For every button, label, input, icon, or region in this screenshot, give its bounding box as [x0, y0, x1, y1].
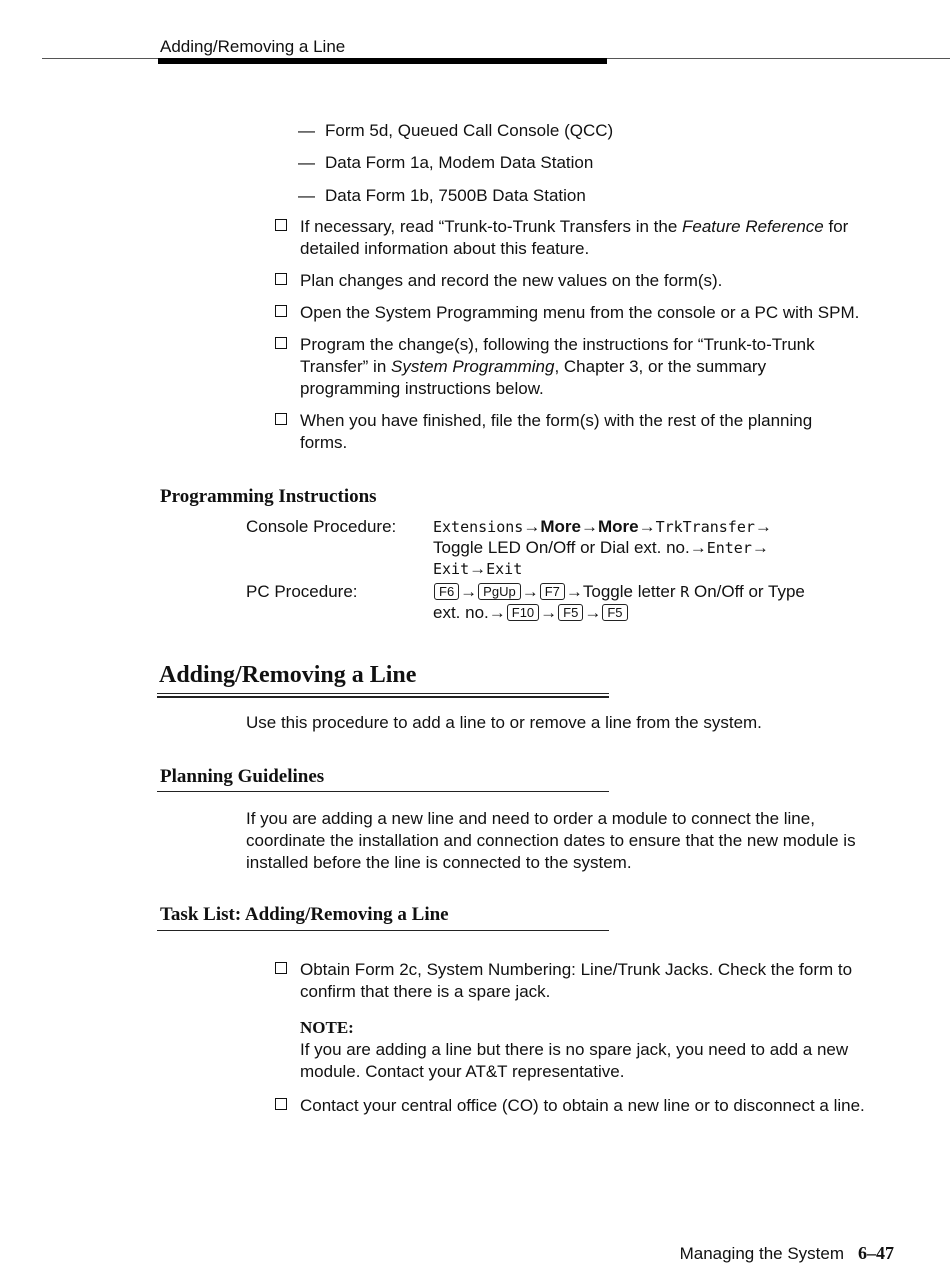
page-number: 6–47	[858, 1243, 894, 1263]
checklist-item: Plan changes and record the new values on the form(s).	[275, 270, 900, 292]
checkbox-icon	[275, 337, 287, 349]
key-f5: F5	[558, 604, 583, 621]
running-head: Adding/Removing a Line	[160, 37, 346, 56]
task-item: Contact your central office (CO) to obtain a new line or to disconnect a line.	[275, 1095, 900, 1117]
checklist-item: When you have finished, file the form(s) with the rest of the planning forms.	[275, 410, 900, 454]
checklist-item: If necessary, read “Trunk-to-Trunk Transfers in the Feature Reference for detailed information about this feature.	[275, 216, 900, 260]
key-f6: F6	[434, 583, 459, 600]
checkbox-icon	[275, 219, 287, 231]
checkbox-icon	[275, 962, 287, 974]
pc-procedure: F6 → PgUp → F7 →Toggle letter R On/Off or Type ext. no.→ F10 → F5 → F5	[433, 582, 805, 622]
checkbox-icon	[275, 273, 287, 285]
section-title: Adding/Removing a Line	[159, 662, 417, 688]
tasklist-heading: Task List: Adding/Removing a Line	[160, 904, 449, 925]
header-rule-bar	[158, 58, 607, 64]
note-text: If you are adding a line but there is no spare jack, you need to add a new module. Contact your AT&T representative.	[300, 1040, 849, 1081]
dash-list-item: — Form 5d, Queued Call Console (QCC)	[298, 121, 614, 140]
console-procedure-label: Console Procedure:	[246, 517, 397, 536]
key-f10: F10	[507, 604, 539, 621]
checklist-item: Program the change(s), following the instructions for “Trunk-to-Trunk Transfer” in System Programming, Chapter 3, or the summary programming instructions below.	[275, 334, 900, 400]
section-intro: Use this procedure to add a line to or remove a line from the system.	[246, 713, 762, 732]
checklist-item: Open the System Programming menu from the console or a PC with SPM.	[275, 302, 900, 324]
footer-chapter: Managing the System	[679, 1244, 844, 1263]
planning-rule	[157, 791, 609, 792]
programming-heading: Programming Instructions	[160, 486, 377, 507]
key-pgup: PgUp	[478, 583, 521, 600]
section-rule	[157, 696, 609, 698]
dash-list-item: — Data Form 1a, Modem Data Station	[298, 153, 594, 172]
checkbox-icon	[275, 1098, 287, 1110]
page-footer	[680, 1242, 894, 1265]
section-rule	[157, 693, 609, 694]
console-procedure: Extensions→More→More→TrkTransfer→ Toggle LED On/Off or Dial ext. no.→Enter→ Exit→Exit	[433, 517, 772, 578]
note-label: NOTE:	[300, 1018, 354, 1037]
key-f5: F5	[602, 604, 627, 621]
pc-procedure-label: PC Procedure:	[246, 582, 358, 601]
task-item: Obtain Form 2c, System Numbering: Line/Trunk Jacks. Check the form to confirm that there is a spare jack.	[275, 959, 900, 1003]
key-f7: F7	[540, 583, 565, 600]
dash-list-item: — Data Form 1b, 7500B Data Station	[298, 186, 586, 205]
planning-heading: Planning Guidelines	[160, 766, 325, 787]
checkbox-icon	[275, 413, 287, 425]
checkbox-icon	[275, 305, 287, 317]
tasklist-rule	[157, 930, 609, 931]
planning-text: If you are adding a new line and need to order a module to connect the line, coordinate the installation and connection dates to ensure that the new module is installed before the line is connected to the system.	[246, 809, 856, 872]
